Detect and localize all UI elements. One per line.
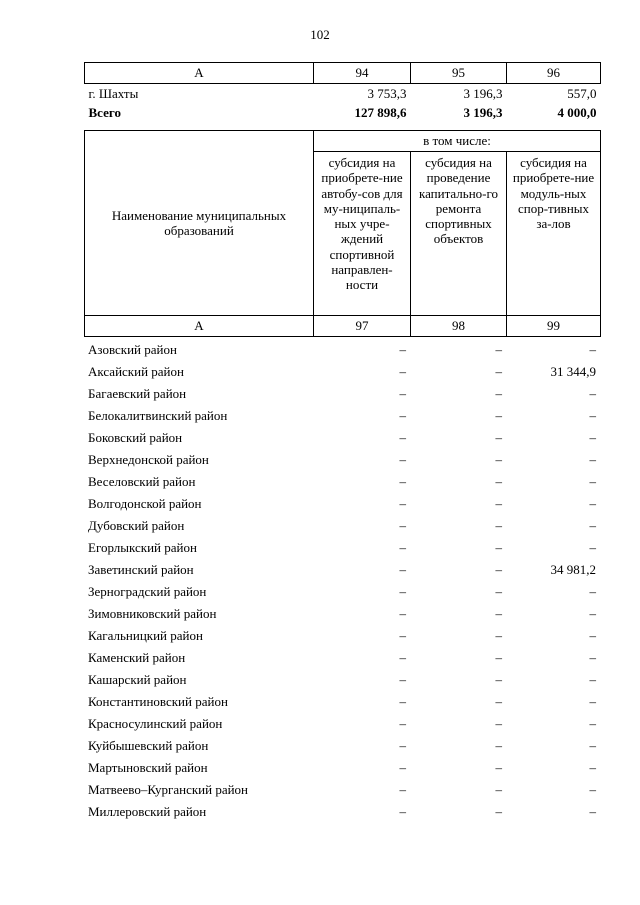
- table-row: [85, 84, 601, 104]
- cell-value: –: [589, 518, 596, 533]
- group-header: в том числе:: [314, 131, 601, 152]
- table-row: [84, 515, 600, 537]
- cell-value: –: [589, 408, 596, 423]
- cell-value: –: [495, 804, 502, 819]
- district-name: Азовский район: [88, 342, 177, 357]
- cell-value: 557,0: [567, 86, 597, 101]
- table-row: [84, 581, 600, 603]
- cell-value: –: [495, 386, 502, 401]
- table-row: [84, 493, 600, 515]
- cell-value: –: [495, 738, 502, 753]
- cell-value: –: [495, 782, 502, 797]
- cell-value: –: [495, 408, 502, 423]
- district-name: Егорлыкский район: [88, 540, 197, 555]
- table-row: [84, 361, 600, 383]
- cell-value: –: [399, 342, 406, 357]
- cell-value: –: [399, 540, 406, 555]
- cell-value: 31 344,9: [550, 364, 596, 379]
- cell-value: –: [495, 518, 502, 533]
- cell-value: 3 196,3: [463, 86, 503, 101]
- cell-value: –: [495, 584, 502, 599]
- cell-value: –: [399, 386, 406, 401]
- cell-value: –: [495, 474, 502, 489]
- district-name: Зерноградский район: [88, 584, 207, 599]
- cell-value: 3 753,3: [367, 86, 407, 101]
- cell-value: –: [589, 496, 596, 511]
- column-label: 94: [314, 63, 411, 84]
- name-column-header: Наименование муниципальных образований: [85, 131, 314, 316]
- table-row: [84, 405, 600, 427]
- cell-value: –: [589, 694, 596, 709]
- cell-value: –: [495, 364, 502, 379]
- district-name: Кашарский район: [88, 672, 187, 687]
- district-name: Мартыновский район: [88, 760, 208, 775]
- district-name: Зимовниковский район: [88, 606, 217, 621]
- cell-value: –: [399, 760, 406, 775]
- cell-value: 34 981,2: [550, 562, 596, 577]
- column-number-row: [85, 63, 601, 84]
- cell-value: –: [399, 782, 406, 797]
- table-row: [84, 735, 600, 757]
- district-name: Миллеровский район: [88, 804, 207, 819]
- table-row: [84, 669, 600, 691]
- table-row: [84, 625, 600, 647]
- cell-value: –: [399, 716, 406, 731]
- table-row: [84, 427, 600, 449]
- cell-value: 4 000,0: [557, 105, 597, 120]
- cell-value: –: [399, 672, 406, 687]
- cell-value: –: [495, 650, 502, 665]
- district-name: Заветинский район: [88, 562, 194, 577]
- cell-value: –: [589, 540, 596, 555]
- cell-value: –: [495, 496, 502, 511]
- continuation-table: [84, 62, 601, 122]
- cell-value: –: [399, 628, 406, 643]
- cell-value: –: [399, 584, 406, 599]
- cell-value: –: [399, 430, 406, 445]
- district-name: Верхнедонской район: [88, 452, 209, 467]
- cell-value: –: [589, 760, 596, 775]
- cell-value: –: [399, 474, 406, 489]
- district-name: Аксайский район: [88, 364, 184, 379]
- district-name: Боковский район: [88, 430, 183, 445]
- table-row: [84, 339, 600, 361]
- page-number: 102: [310, 27, 330, 42]
- table-row: [84, 713, 600, 735]
- column-header: субсидия на приобрете-ние модуль-ных спор-тивных за-лов: [507, 152, 601, 316]
- district-name: Красносулинский район: [88, 716, 223, 731]
- cell-value: –: [495, 540, 502, 555]
- cell-value: –: [589, 716, 596, 731]
- column-header: субсидия на приобрете-ние автобу-сов для му-ниципаль-ных учре-ждений спортивной направлен-ности: [314, 152, 411, 316]
- cell-value: –: [589, 584, 596, 599]
- table-row: [84, 603, 600, 625]
- cell-value: –: [399, 496, 406, 511]
- cell-value: –: [495, 628, 502, 643]
- cell-value: –: [495, 694, 502, 709]
- cell-value: –: [589, 342, 596, 357]
- cell-value: –: [399, 694, 406, 709]
- cell-value: –: [399, 562, 406, 577]
- cell-value: –: [399, 738, 406, 753]
- district-name: Каменский район: [88, 650, 186, 665]
- table-row: [84, 559, 600, 581]
- cell-value: 127 898,6: [354, 105, 407, 120]
- column-label: 95: [411, 63, 507, 84]
- district-name: Багаевский район: [88, 386, 187, 401]
- district-name: Константиновский район: [88, 694, 228, 709]
- column-label: 96: [507, 63, 601, 84]
- cell-value: –: [589, 650, 596, 665]
- cell-value: –: [589, 474, 596, 489]
- cell-value: –: [589, 386, 596, 401]
- district-name: Матвеево–Курганский район: [88, 782, 249, 797]
- cell-value: –: [495, 562, 502, 577]
- column-label: А: [85, 316, 314, 337]
- cell-value: –: [589, 738, 596, 753]
- table-row: [84, 471, 600, 493]
- table-row: [84, 801, 600, 823]
- district-name: Дубовский район: [88, 518, 185, 533]
- cell-value: –: [589, 430, 596, 445]
- district-name: Куйбышевский район: [88, 738, 209, 753]
- cell-value: –: [495, 430, 502, 445]
- column-header: субсидия на проведение капитально-го ремонта спортивных объектов: [411, 152, 507, 316]
- cell-value: –: [495, 452, 502, 467]
- cell-value: –: [399, 452, 406, 467]
- row-name: Всего: [88, 105, 121, 120]
- district-name: Кагальницкий район: [88, 628, 203, 643]
- column-label: А: [85, 63, 314, 84]
- table-row: [84, 757, 600, 779]
- table-row: [84, 449, 600, 471]
- cell-value: –: [589, 452, 596, 467]
- district-name: Волгодонской район: [88, 496, 202, 511]
- cell-value: –: [495, 716, 502, 731]
- table-row: [84, 647, 600, 669]
- column-label: 98: [411, 316, 507, 337]
- cell-value: –: [399, 606, 406, 621]
- total-row: [85, 103, 601, 122]
- table-row: [84, 691, 600, 713]
- cell-value: –: [495, 342, 502, 357]
- cell-value: –: [589, 804, 596, 819]
- column-number-row: [85, 316, 601, 337]
- cell-value: –: [495, 672, 502, 687]
- cell-value: –: [399, 408, 406, 423]
- cell-value: –: [399, 364, 406, 379]
- cell-value: –: [399, 518, 406, 533]
- district-table: [84, 339, 600, 823]
- cell-value: –: [495, 606, 502, 621]
- cell-value: –: [495, 760, 502, 775]
- district-name: Белокалитвинский район: [88, 408, 228, 423]
- column-label: 97: [314, 316, 411, 337]
- table-row: [84, 537, 600, 559]
- row-name: г. Шахты: [88, 86, 139, 101]
- cell-value: –: [589, 628, 596, 643]
- cell-value: –: [589, 782, 596, 797]
- column-label: 99: [507, 316, 601, 337]
- cell-value: –: [589, 672, 596, 687]
- cell-value: –: [399, 650, 406, 665]
- cell-value: –: [589, 606, 596, 621]
- district-name: Веселовский район: [88, 474, 196, 489]
- table-header: [84, 130, 601, 337]
- table-row: [84, 779, 600, 801]
- cell-value: –: [399, 804, 406, 819]
- cell-value: 3 196,3: [463, 105, 503, 120]
- table-row: [84, 383, 600, 405]
